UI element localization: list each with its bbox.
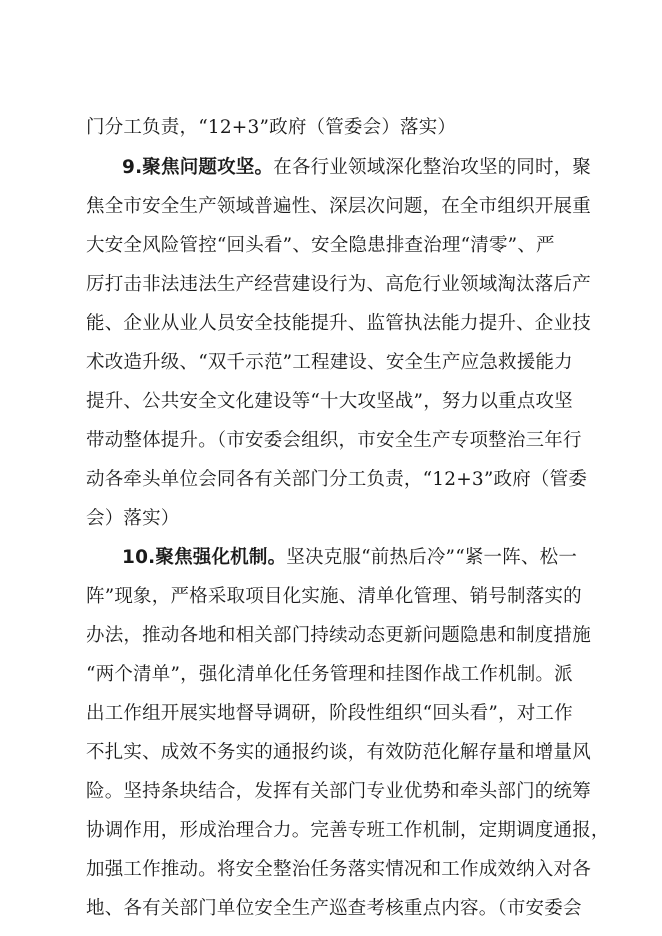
text-line: 带动整体提升。（市安委会组织，市安全生产专项整治三年行: [86, 430, 582, 451]
text-line: 术改造升级、“双千示范”工程建设、安全生产应急救援能力: [86, 352, 573, 373]
paragraph-9-heading: 9.聚焦问题攻坚。: [122, 157, 274, 178]
text-line: 会）落实）: [86, 508, 180, 529]
text-line: 厉打击非法违法生产经营建设行为、高危行业领域淘汰落后产: [86, 274, 591, 295]
text-line: 焦全市安全生产领域普遍性、深层次问题，在全市组织开展重: [86, 196, 591, 217]
text-line: 不扎实、成效不务实的通报约谈，有效防范化解存量和增量风: [86, 742, 591, 763]
text-line: 动各牵头单位会同各有关部门分工负责，“12+3”政府（管委: [86, 469, 588, 490]
text-line: 协调作用，形成治理合力。完善专班工作机制，定期调度通报，: [86, 820, 610, 841]
text-line: 大安全风险管控“回头看”、安全隐患排查治理“清零”、严: [86, 235, 555, 256]
text-line: 阵”现象，严格采取项目化实施、清单化管理、销号制落实的: [86, 586, 582, 607]
text-line: 险。坚持条块结合，发挥有关部门专业优势和牵头部门的统筹: [86, 781, 591, 802]
text-line: 在各行业领域深化整治攻坚的同时，聚: [273, 157, 592, 178]
text-line: 加强工作推动。将安全整治任务落实情况和工作成效纳入对各: [86, 859, 591, 880]
text-line: 出工作组开展实地督导调研，阶段性组织“回头看”，对工作: [86, 703, 573, 724]
paragraph-10-first-line: [86, 546, 586, 570]
text-line: 门分工负责，“12+3”政府（管委会）落实）: [86, 117, 457, 138]
text-line: 坚决克服“前热后冷”“紧一阵、松一: [286, 547, 578, 568]
text-line: 能、企业从业人员安全技能提升、监管执法能力提升、企业技: [86, 313, 591, 334]
paragraph-9-first-line: [86, 156, 592, 180]
text-line: 提升、公共安全文化建设等“十大攻坚战”，努力以重点攻坚: [86, 391, 573, 412]
paragraph-10-heading: 10.聚焦强化机制。: [122, 547, 287, 568]
text-line: 办法，推动各地和相关部门持续动态更新问题隐患和制度措施: [86, 625, 591, 646]
text-line: “两个清单”，强化清单化任务管理和挂图作战工作机制。派: [86, 664, 573, 685]
text-line: 地、各有关部门单位安全生产巡查考核重点内容。（市安委会: [86, 898, 582, 919]
